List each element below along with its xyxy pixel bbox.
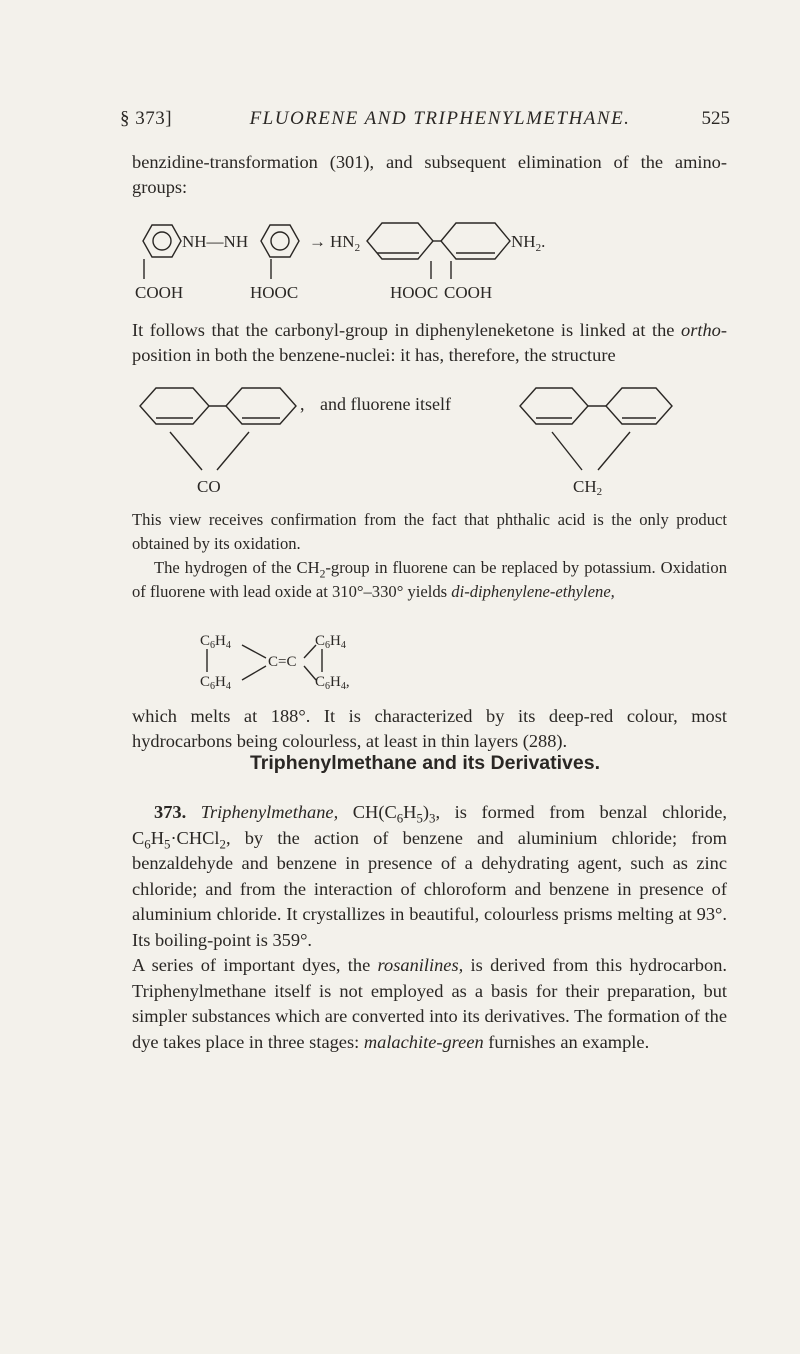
svg-text:CH2: CH2 xyxy=(573,477,603,496)
svg-text:C6H4: $C_6H_4$ xyxy=(200,674,231,692)
intro-paragraph: benzidine-transformation (301), and subsequent elimination of the amino-groups: xyxy=(132,152,727,197)
ketone-comma: , xyxy=(300,394,305,414)
svg-text:C6H4: $C_6H_4$ xyxy=(315,633,346,651)
melting-paragraph: which melts at 188°. It is characterized by its deep-red colour, most hydrocarbons being colourless, at least in thin layers (288). xyxy=(132,706,727,751)
confirmation-paragraph: This view receives confirmation from the fact that phthalic acid is the only product obtained by its oxidation. xyxy=(132,510,727,553)
svg-text:HN2: $HN_2$ xyxy=(330,232,361,254)
phenylene-br: C xyxy=(315,674,326,690)
ethylene-formula-diagram xyxy=(200,628,460,698)
running-title: FLUORENE AND TRIPHENYLMETHANE. xyxy=(249,108,631,129)
triphenylmethane-paragraph: 373. Triphenylmethane, $CH(C_6H_5)_3$, is formed from benzal chloride, $C_6H_5\cdot CHCl_2$, by the action of benzene and aluminium chloride; from benzaldehyde and benzene in presence of a dehydrating agent, such as zinc chloride; and from the interaction of chloroform and benzene in presence of aluminium chloride. It crystallizes in beautiful, colourless prisms melting at 93°. Its boiling-point is 359°. A series of important dyes, the rosanilines, is derived from this hydrocarbon. Triphenylmethane itself is not employed as a basis for their preparation, but simpler substances which are converted into its derivatives. The formation of the dye takes place in three stages: malachite-green furnishes an example. xyxy=(132,802,727,1052)
section-ref: § 373] xyxy=(120,108,173,129)
carboxyl-label-2: HOOC xyxy=(250,283,299,302)
svg-text:C6H4,: $C_6H_4$, xyxy=(315,674,350,692)
page-number: 525 xyxy=(701,108,730,129)
fluorene-caption: and fluorene itself xyxy=(320,394,451,414)
carboxyl-label-1: COOH xyxy=(135,283,184,302)
benzene-ring-1 xyxy=(143,225,181,257)
svg-text:C6H4: $C_6H_4$ xyxy=(200,633,231,651)
structure-paragraph: It follows that the carbonyl-group in diphenyleneketone is linked at the ortho-position in both the benzene-nuclei: it has, therefore, the structure xyxy=(132,320,727,365)
reaction-arrow: → xyxy=(309,232,326,251)
carbonyl-label: CO xyxy=(197,477,221,496)
amino-group-right: NH xyxy=(511,232,536,251)
fluorene-ring-2 xyxy=(606,388,672,424)
carboxyl-label-3: HOOC xyxy=(390,283,439,302)
amino-group-left: HN xyxy=(330,232,355,251)
phenylene-tr: C xyxy=(315,633,326,649)
reaction-benzidine-diagram xyxy=(135,206,735,306)
ketone-ring-2 xyxy=(226,388,296,424)
hydrogen-paragraph: The hydrogen of the $CH_2$-group in fluorene can be replaced by potassium. Oxidation of fluorene with lead oxide at 310°–330° yields di-diphenylene-ethylene, xyxy=(132,558,728,601)
phenylene-tl: C xyxy=(200,633,211,649)
section-heading: Triphenylmethane and its Derivatives. xyxy=(249,752,601,774)
hydrazo-link: NH—NH xyxy=(182,232,249,251)
ketone-bridge xyxy=(170,432,249,470)
paragraph-number: 373. xyxy=(154,802,187,822)
benzene-ring-2 xyxy=(261,225,299,257)
methylene-label: CH xyxy=(573,477,597,496)
fluorene-ring-1 xyxy=(520,388,606,424)
ketone-ring-1 xyxy=(140,388,226,424)
svg-text:NH2.: $NH_2$. xyxy=(511,232,546,254)
biphenyl-ring-1 xyxy=(367,223,441,259)
carboxyl-bonds xyxy=(144,259,451,279)
phenylene-bl: C xyxy=(200,674,211,690)
fluorene-bridge xyxy=(552,432,630,470)
fluorene-structures-diagram xyxy=(132,386,732,496)
ethylene-center: C=C xyxy=(268,654,297,670)
carboxyl-label-4: COOH xyxy=(444,283,493,302)
running-header xyxy=(120,108,730,134)
biphenyl-ring-2 xyxy=(441,223,510,259)
